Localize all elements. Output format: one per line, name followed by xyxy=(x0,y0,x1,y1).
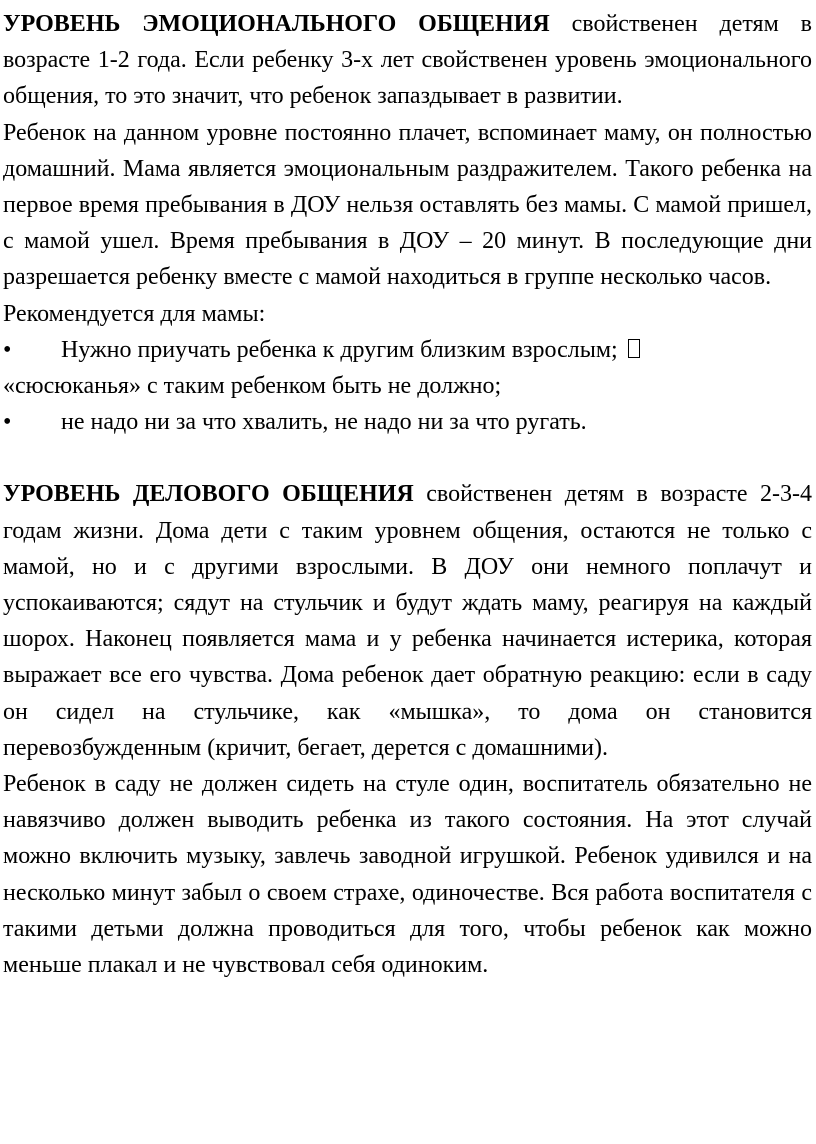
bullet-icon: • xyxy=(3,409,12,436)
section1-recommend-label: Рекомендуется для мамы: xyxy=(3,300,266,327)
section1-intro-paragraph xyxy=(3,6,812,115)
section2-intro-text: свойственен детям в возрасте 2-3-4 годам жизни. Дома дети с таким уровнем общения, остаются не только с мамой, но и с другими взрослыми. В ДОУ они немного поплачут и успокаиваются; сядут на стульчик и будут ждать маму, реагируя на каждый шорох. Наконец появляется мама и у ребенка начинается истерика, которая выражает все его чувства. Дома ребенок дает обратную реакцию: если в саду он сидел на стульчике, как «мышка», то дома он становится перевозбужденным (кричит, бегает, дерется с домашними). xyxy=(3,481,813,761)
bullet-item-1-text: Нужно приучать ребенка к другим близким взрослым; xyxy=(61,336,618,363)
bullet-item-text xyxy=(61,332,812,368)
section1-heading: УРОВЕНЬ ЭМОЦИОНАЛЬНОГО ОБЩЕНИЯ xyxy=(3,11,550,37)
box-glyph-icon xyxy=(628,339,640,358)
bullet-item-2 xyxy=(3,404,812,440)
bullet-item-1 xyxy=(3,332,812,368)
bullet-icon: • xyxy=(3,336,12,363)
section2-heading: УРОВЕНЬ ДЕЛОВОГО ОБЩЕНИЯ xyxy=(3,481,414,508)
section2-paragraph-2: Ребенок в саду не должен сидеть на стуле один, воспитатель обязательно не навязчиво должен выводить ребенка из такого состояния. На этот случай можно включить музыку, завлечь заводной игрушкой. Ребенок удивился и на несколько минут забыл о своем страхе, одиночестве. Вся работа воспитателя с такими детьми должна проводиться для того, чтобы ребенок как можно меньше плакал и не чувствовал себя одиноким. xyxy=(3,771,812,979)
section1-paragraph-2: Ребенок на данном уровне постоянно плачет, вспоминает маму, он полностью домашний. Мама является эмоциональным раздражителем. Такого ребенка на первое время пребывания в ДОУ нельзя оставлять без мамы. С мамой пришел, с мамой ушел. Время пребывания в ДОУ – 20 минут. В последующие дни разрешается ребенку вместе с мамой находиться в группе несколько часов. xyxy=(3,119,812,291)
blank-line xyxy=(3,440,812,476)
section2-intro-paragraph xyxy=(3,476,812,766)
section1-intro-text: свойственен детям в возрасте 1-2 года. Если ребенку 3-х лет свойственен уровень эмоционального общения, то это значит, что ребенок запаздывает в развитии. xyxy=(3,11,812,110)
bullet-item-1-continuation: «сюсюканья» с таким ребенком быть не должно; xyxy=(3,373,502,400)
bullet-item-2-text: не надо ни за что хвалить, не надо ни за что ругать. xyxy=(61,409,587,436)
